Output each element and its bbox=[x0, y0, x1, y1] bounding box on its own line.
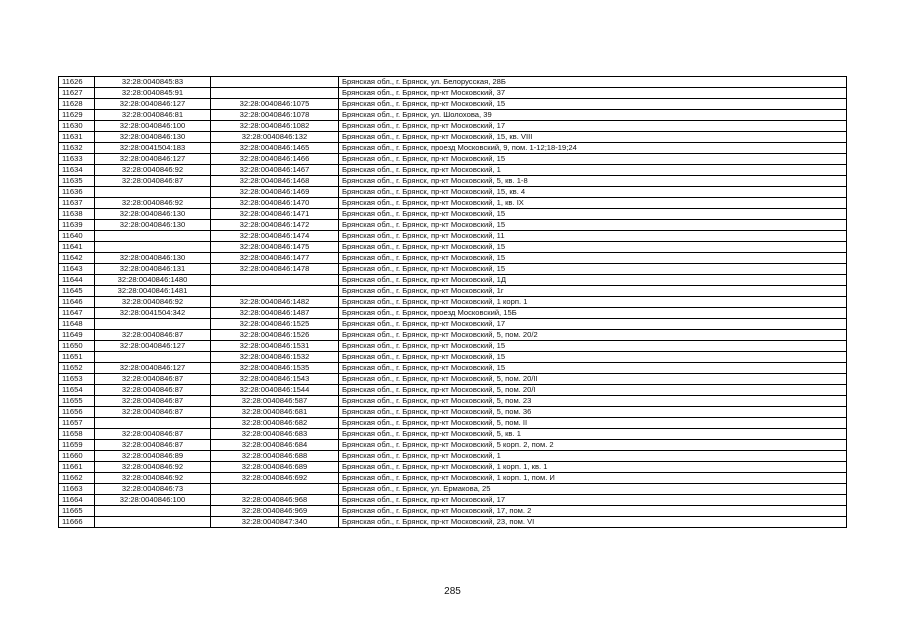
table-row bbox=[59, 242, 847, 253]
table-row bbox=[59, 352, 847, 363]
parcel-cadastral-number-cell: 32:28:0040846:92 bbox=[95, 297, 211, 308]
object-cadastral-number-cell: 32:28:0040846:1532 bbox=[211, 352, 339, 363]
row-number-cell: 11628 bbox=[59, 99, 95, 110]
address-cell: Брянская обл., г. Брянск, пр-кт Московский, 1г bbox=[339, 286, 847, 297]
object-cadastral-number-cell: 32:28:0040846:1467 bbox=[211, 165, 339, 176]
object-cadastral-number-cell: 32:28:0040846:1482 bbox=[211, 297, 339, 308]
address-cell: Брянская обл., г. Брянск, ул. Белорусская, 28Б bbox=[339, 77, 847, 88]
table-row bbox=[59, 330, 847, 341]
parcel-cadastral-number-cell: 32:28:0040846:92 bbox=[95, 165, 211, 176]
row-number-cell: 11654 bbox=[59, 385, 95, 396]
table-row bbox=[59, 132, 847, 143]
parcel-cadastral-number-cell: 32:28:0040846:1480 bbox=[95, 275, 211, 286]
object-cadastral-number-cell: 32:28:0040846:1466 bbox=[211, 154, 339, 165]
registry-table-body bbox=[59, 77, 847, 528]
row-number-cell: 11645 bbox=[59, 286, 95, 297]
parcel-cadastral-number-cell: 32:28:0040846:131 bbox=[95, 264, 211, 275]
row-number-cell: 11657 bbox=[59, 418, 95, 429]
table-row bbox=[59, 418, 847, 429]
table-row bbox=[59, 176, 847, 187]
table-row bbox=[59, 363, 847, 374]
parcel-cadastral-number-cell: 32:28:0040846:87 bbox=[95, 374, 211, 385]
row-number-cell: 11646 bbox=[59, 297, 95, 308]
address-cell: Брянская обл., г. Брянск, пр-кт Московский, 1 корп. 1 bbox=[339, 297, 847, 308]
parcel-cadastral-number-cell bbox=[95, 319, 211, 330]
object-cadastral-number-cell: 32:28:0040846:692 bbox=[211, 473, 339, 484]
object-cadastral-number-cell: 32:28:0040846:1469 bbox=[211, 187, 339, 198]
object-cadastral-number-cell: 32:28:0040846:688 bbox=[211, 451, 339, 462]
object-cadastral-number-cell: 32:28:0040846:1472 bbox=[211, 220, 339, 231]
parcel-cadastral-number-cell: 32:28:0040846:81 bbox=[95, 110, 211, 121]
table-row bbox=[59, 99, 847, 110]
table-row bbox=[59, 231, 847, 242]
row-number-cell: 11658 bbox=[59, 429, 95, 440]
table-row bbox=[59, 440, 847, 451]
parcel-cadastral-number-cell: 32:28:0040846:87 bbox=[95, 429, 211, 440]
row-number-cell: 11636 bbox=[59, 187, 95, 198]
row-number-cell: 11664 bbox=[59, 495, 95, 506]
object-cadastral-number-cell bbox=[211, 275, 339, 286]
address-cell: Брянская обл., г. Брянск, пр-кт Московский, 23, пом. VI bbox=[339, 517, 847, 528]
address-cell: Брянская обл., г. Брянск, пр-кт Московский, 15, кв. VIII bbox=[339, 132, 847, 143]
address-cell: Брянская обл., г. Брянск, пр-кт Московский, 17 bbox=[339, 121, 847, 132]
object-cadastral-number-cell: 32:28:0040846:682 bbox=[211, 418, 339, 429]
address-cell: Брянская обл., г. Брянск, пр-кт Московский, 1 корп. 1, пом. И bbox=[339, 473, 847, 484]
parcel-cadastral-number-cell bbox=[95, 517, 211, 528]
object-cadastral-number-cell: 32:28:0040846:1543 bbox=[211, 374, 339, 385]
page-number: 285 bbox=[444, 586, 461, 597]
address-cell: Брянская обл., г. Брянск, пр-кт Московский, 1 корп. 1, кв. 1 bbox=[339, 462, 847, 473]
object-cadastral-number-cell: 32:28:0040846:1468 bbox=[211, 176, 339, 187]
address-cell: Брянская обл., г. Брянск, пр-кт Московский, 17 bbox=[339, 495, 847, 506]
parcel-cadastral-number-cell: 32:28:0040846:100 bbox=[95, 121, 211, 132]
address-cell: Брянская обл., г. Брянск, пр-кт Московский, 17, пом. 2 bbox=[339, 506, 847, 517]
parcel-cadastral-number-cell: 32:28:0040846:100 bbox=[95, 495, 211, 506]
parcel-cadastral-number-cell: 32:28:0040846:87 bbox=[95, 396, 211, 407]
row-number-cell: 11631 bbox=[59, 132, 95, 143]
table-row bbox=[59, 517, 847, 528]
parcel-cadastral-number-cell: 32:28:0040846:87 bbox=[95, 407, 211, 418]
table-row bbox=[59, 198, 847, 209]
parcel-cadastral-number-cell: 32:28:0041504:342 bbox=[95, 308, 211, 319]
address-cell: Брянская обл., г. Брянск, пр-кт Московский, 15 bbox=[339, 341, 847, 352]
table-row bbox=[59, 286, 847, 297]
object-cadastral-number-cell: 32:28:0040846:969 bbox=[211, 506, 339, 517]
parcel-cadastral-number-cell: 32:28:0040846:92 bbox=[95, 473, 211, 484]
row-number-cell: 11661 bbox=[59, 462, 95, 473]
object-cadastral-number-cell: 32:28:0040846:689 bbox=[211, 462, 339, 473]
address-cell: Брянская обл., г. Брянск, пр-кт Московский, 5, пом. 20/2 bbox=[339, 330, 847, 341]
row-number-cell: 11647 bbox=[59, 308, 95, 319]
table-row bbox=[59, 77, 847, 88]
object-cadastral-number-cell: 32:28:0040846:587 bbox=[211, 396, 339, 407]
table-row bbox=[59, 275, 847, 286]
parcel-cadastral-number-cell: 32:28:0040846:87 bbox=[95, 440, 211, 451]
object-cadastral-number-cell: 32:28:0040846:1078 bbox=[211, 110, 339, 121]
address-cell: Брянская обл., г. Брянск, ул. Ермакова, 25 bbox=[339, 484, 847, 495]
parcel-cadastral-number-cell: 32:28:0040846:127 bbox=[95, 99, 211, 110]
address-cell: Брянская обл., г. Брянск, пр-кт Московский, 15 bbox=[339, 242, 847, 253]
row-number-cell: 11640 bbox=[59, 231, 95, 242]
table-row bbox=[59, 121, 847, 132]
row-number-cell: 11660 bbox=[59, 451, 95, 462]
parcel-cadastral-number-cell: 32:28:0040845:91 bbox=[95, 88, 211, 99]
table-row bbox=[59, 385, 847, 396]
address-cell: Брянская обл., г. Брянск, пр-кт Московский, 15 bbox=[339, 264, 847, 275]
row-number-cell: 11642 bbox=[59, 253, 95, 264]
registry-table bbox=[58, 76, 847, 528]
object-cadastral-number-cell bbox=[211, 77, 339, 88]
object-cadastral-number-cell: 32:28:0040846:1465 bbox=[211, 143, 339, 154]
address-cell: Брянская обл., г. Брянск, пр-кт Московский, 5, пом. 20/I bbox=[339, 385, 847, 396]
object-cadastral-number-cell: 32:28:0040846:683 bbox=[211, 429, 339, 440]
address-cell: Брянская обл., г. Брянск, проезд Московский, 9, пом. 1-12;18-19;24 bbox=[339, 143, 847, 154]
row-number-cell: 11643 bbox=[59, 264, 95, 275]
parcel-cadastral-number-cell: 32:28:0040846:1481 bbox=[95, 286, 211, 297]
parcel-cadastral-number-cell bbox=[95, 352, 211, 363]
address-cell: Брянская обл., г. Брянск, пр-кт Московский, 15 bbox=[339, 220, 847, 231]
table-row bbox=[59, 220, 847, 231]
object-cadastral-number-cell: 32:28:0040846:132 bbox=[211, 132, 339, 143]
parcel-cadastral-number-cell: 32:28:0040846:73 bbox=[95, 484, 211, 495]
parcel-cadastral-number-cell: 32:28:0040846:89 bbox=[95, 451, 211, 462]
address-cell: Брянская обл., г. Брянск, пр-кт Московский, 5, пом. II bbox=[339, 418, 847, 429]
object-cadastral-number-cell: 32:28:0040846:684 bbox=[211, 440, 339, 451]
parcel-cadastral-number-cell bbox=[95, 506, 211, 517]
row-number-cell: 11632 bbox=[59, 143, 95, 154]
address-cell: Брянская обл., г. Брянск, пр-кт Московский, 15 bbox=[339, 352, 847, 363]
address-cell: Брянская обл., г. Брянск, пр-кт Московский, 15 bbox=[339, 99, 847, 110]
row-number-cell: 11635 bbox=[59, 176, 95, 187]
table-row bbox=[59, 319, 847, 330]
table-row bbox=[59, 209, 847, 220]
address-cell: Брянская обл., г. Брянск, пр-кт Московский, 15 bbox=[339, 363, 847, 374]
address-cell: Брянская обл., г. Брянск, пр-кт Московский, 5, пом. 20/II bbox=[339, 374, 847, 385]
row-number-cell: 11653 bbox=[59, 374, 95, 385]
parcel-cadastral-number-cell: 32:28:0041504:183 bbox=[95, 143, 211, 154]
table-row bbox=[59, 407, 847, 418]
object-cadastral-number-cell: 32:28:0040846:1475 bbox=[211, 242, 339, 253]
row-number-cell: 11665 bbox=[59, 506, 95, 517]
address-cell: Брянская обл., г. Брянск, пр-кт Московский, 15 bbox=[339, 209, 847, 220]
table-row bbox=[59, 484, 847, 495]
address-cell: Брянская обл., г. Брянск, пр-кт Московский, 5, кв. 1 bbox=[339, 429, 847, 440]
row-number-cell: 11666 bbox=[59, 517, 95, 528]
table-row bbox=[59, 429, 847, 440]
object-cadastral-number-cell bbox=[211, 88, 339, 99]
table-row bbox=[59, 253, 847, 264]
row-number-cell: 11651 bbox=[59, 352, 95, 363]
object-cadastral-number-cell bbox=[211, 286, 339, 297]
address-cell: Брянская обл., г. Брянск, пр-кт Московский, 17 bbox=[339, 319, 847, 330]
parcel-cadastral-number-cell: 32:28:0040846:130 bbox=[95, 220, 211, 231]
row-number-cell: 11638 bbox=[59, 209, 95, 220]
table-row bbox=[59, 495, 847, 506]
address-cell: Брянская обл., г. Брянск, пр-кт Московский, 1 bbox=[339, 165, 847, 176]
row-number-cell: 11627 bbox=[59, 88, 95, 99]
row-number-cell: 11626 bbox=[59, 77, 95, 88]
parcel-cadastral-number-cell bbox=[95, 418, 211, 429]
table-row bbox=[59, 506, 847, 517]
object-cadastral-number-cell: 32:28:0040846:1477 bbox=[211, 253, 339, 264]
address-cell: Брянская обл., г. Брянск, пр-кт Московский, 37 bbox=[339, 88, 847, 99]
address-cell: Брянская обл., г. Брянск, пр-кт Московский, 1, кв. IX bbox=[339, 198, 847, 209]
parcel-cadastral-number-cell bbox=[95, 231, 211, 242]
table-row bbox=[59, 110, 847, 121]
row-number-cell: 11650 bbox=[59, 341, 95, 352]
table-row bbox=[59, 264, 847, 275]
table-row bbox=[59, 462, 847, 473]
parcel-cadastral-number-cell: 32:28:0040846:130 bbox=[95, 209, 211, 220]
parcel-cadastral-number-cell: 32:28:0040846:87 bbox=[95, 330, 211, 341]
parcel-cadastral-number-cell: 32:28:0040846:127 bbox=[95, 341, 211, 352]
row-number-cell: 11662 bbox=[59, 473, 95, 484]
row-number-cell: 11656 bbox=[59, 407, 95, 418]
address-cell: Брянская обл., г. Брянск, пр-кт Московский, 11 bbox=[339, 231, 847, 242]
row-number-cell: 11634 bbox=[59, 165, 95, 176]
parcel-cadastral-number-cell: 32:28:0040846:127 bbox=[95, 363, 211, 374]
table-row bbox=[59, 154, 847, 165]
table-row bbox=[59, 165, 847, 176]
object-cadastral-number-cell: 32:28:0040846:1531 bbox=[211, 341, 339, 352]
parcel-cadastral-number-cell: 32:28:0040846:127 bbox=[95, 154, 211, 165]
object-cadastral-number-cell: 32:28:0040846:1474 bbox=[211, 231, 339, 242]
parcel-cadastral-number-cell bbox=[95, 187, 211, 198]
parcel-cadastral-number-cell bbox=[95, 242, 211, 253]
address-cell: Брянская обл., г. Брянск, пр-кт Московский, 5 корп. 2, пом. 2 bbox=[339, 440, 847, 451]
address-cell: Брянская обл., г. Брянск, ул. Шолохова, 39 bbox=[339, 110, 847, 121]
row-number-cell: 11649 bbox=[59, 330, 95, 341]
address-cell: Брянская обл., г. Брянск, пр-кт Московский, 5, пом. 23 bbox=[339, 396, 847, 407]
parcel-cadastral-number-cell: 32:28:0040846:92 bbox=[95, 198, 211, 209]
row-number-cell: 11659 bbox=[59, 440, 95, 451]
row-number-cell: 11663 bbox=[59, 484, 95, 495]
table-row bbox=[59, 88, 847, 99]
row-number-cell: 11644 bbox=[59, 275, 95, 286]
row-number-cell: 11630 bbox=[59, 121, 95, 132]
table-row bbox=[59, 341, 847, 352]
object-cadastral-number-cell: 32:28:0040846:1535 bbox=[211, 363, 339, 374]
row-number-cell: 11639 bbox=[59, 220, 95, 231]
parcel-cadastral-number-cell: 32:28:0040846:87 bbox=[95, 385, 211, 396]
parcel-cadastral-number-cell: 32:28:0040846:130 bbox=[95, 132, 211, 143]
parcel-cadastral-number-cell: 32:28:0040845:83 bbox=[95, 77, 211, 88]
object-cadastral-number-cell: 32:28:0040846:1471 bbox=[211, 209, 339, 220]
address-cell: Брянская обл., г. Брянск, пр-кт Московский, 1Д bbox=[339, 275, 847, 286]
object-cadastral-number-cell: 32:28:0040846:1544 bbox=[211, 385, 339, 396]
row-number-cell: 11629 bbox=[59, 110, 95, 121]
parcel-cadastral-number-cell: 32:28:0040846:92 bbox=[95, 462, 211, 473]
object-cadastral-number-cell: 32:28:0040846:1075 bbox=[211, 99, 339, 110]
address-cell: Брянская обл., г. Брянск, пр-кт Московский, 5, кв. 1-8 bbox=[339, 176, 847, 187]
object-cadastral-number-cell: 32:28:0040846:1525 bbox=[211, 319, 339, 330]
object-cadastral-number-cell: 32:28:0040846:968 bbox=[211, 495, 339, 506]
table-row bbox=[59, 451, 847, 462]
object-cadastral-number-cell bbox=[211, 484, 339, 495]
address-cell: Брянская обл., г. Брянск, пр-кт Московский, 15 bbox=[339, 253, 847, 264]
object-cadastral-number-cell: 32:28:0040846:681 bbox=[211, 407, 339, 418]
table-row bbox=[59, 308, 847, 319]
row-number-cell: 11641 bbox=[59, 242, 95, 253]
row-number-cell: 11648 bbox=[59, 319, 95, 330]
table-row bbox=[59, 473, 847, 484]
address-cell: Брянская обл., г. Брянск, пр-кт Московский, 15 bbox=[339, 154, 847, 165]
table-row bbox=[59, 374, 847, 385]
address-cell: Брянская обл., г. Брянск, пр-кт Московский, 1 bbox=[339, 451, 847, 462]
object-cadastral-number-cell: 32:28:0040846:1526 bbox=[211, 330, 339, 341]
table-row bbox=[59, 187, 847, 198]
object-cadastral-number-cell: 32:28:0040846:1082 bbox=[211, 121, 339, 132]
row-number-cell: 11652 bbox=[59, 363, 95, 374]
row-number-cell: 11633 bbox=[59, 154, 95, 165]
object-cadastral-number-cell: 32:28:0040846:1470 bbox=[211, 198, 339, 209]
object-cadastral-number-cell: 32:28:0040846:1487 bbox=[211, 308, 339, 319]
object-cadastral-number-cell: 32:28:0040846:1478 bbox=[211, 264, 339, 275]
row-number-cell: 11637 bbox=[59, 198, 95, 209]
parcel-cadastral-number-cell: 32:28:0040846:87 bbox=[95, 176, 211, 187]
row-number-cell: 11655 bbox=[59, 396, 95, 407]
address-cell: Брянская обл., г. Брянск, пр-кт Московский, 15, кв. 4 bbox=[339, 187, 847, 198]
address-cell: Брянская обл., г. Брянск, пр-кт Московский, 5, пом. 36 bbox=[339, 407, 847, 418]
table-row bbox=[59, 143, 847, 154]
address-cell: Брянская обл., г. Брянск, проезд Московский, 15Б bbox=[339, 308, 847, 319]
table-row bbox=[59, 396, 847, 407]
table-row bbox=[59, 297, 847, 308]
parcel-cadastral-number-cell: 32:28:0040846:130 bbox=[95, 253, 211, 264]
object-cadastral-number-cell: 32:28:0040847:340 bbox=[211, 517, 339, 528]
